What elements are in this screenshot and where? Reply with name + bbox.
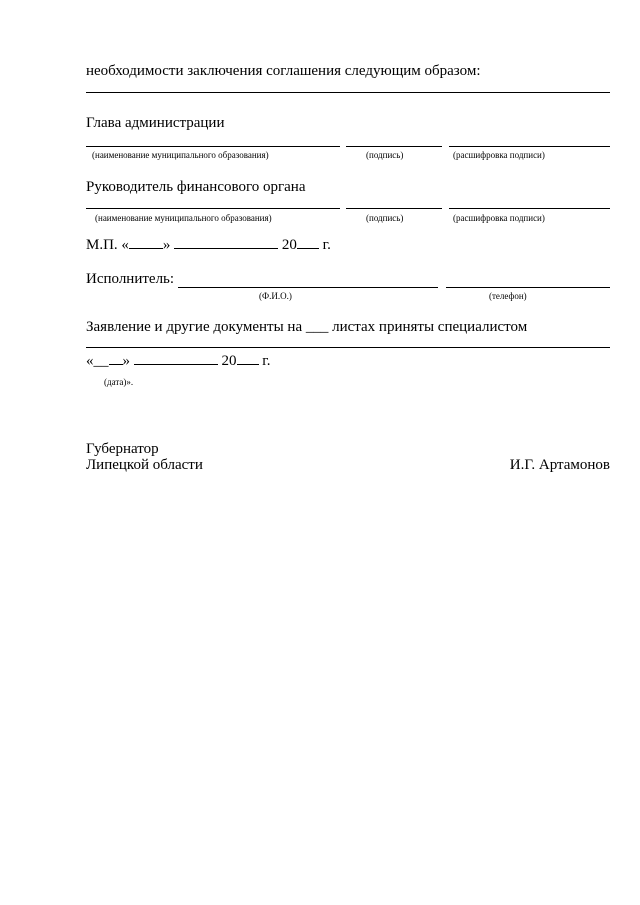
statement-date-close: » — [122, 353, 130, 369]
statement-month-blank — [134, 352, 218, 365]
executor-phone-caption: (телефон) — [489, 291, 527, 301]
head-finance-signature-caption: (подпись) — [366, 213, 404, 223]
statement-day-blank — [109, 352, 123, 365]
signature-position-line1: Губернатор — [86, 441, 159, 457]
head-finance-municipality-rule — [86, 208, 340, 209]
stamp-mp-label: М.П. — [86, 237, 118, 253]
executor-fio-rule — [178, 287, 438, 288]
head-admin-municipality-caption: (наименование муниципального образования) — [92, 150, 269, 160]
stamp-month-blank — [174, 236, 278, 249]
statement-text: Заявление и другие документы на ___ листах приняты специалистом — [86, 319, 528, 335]
stamp-quote-close: » — [162, 237, 171, 253]
statement-year-blank — [237, 352, 259, 365]
executor-label: Исполнитель: — [86, 271, 175, 287]
head-finance-municipality-caption: (наименование муниципального образования) — [95, 213, 272, 223]
stamp-year-blank — [297, 236, 319, 249]
signature-position-line2: Липецкой области — [86, 457, 203, 473]
stamp-year-prefix: 20 — [281, 237, 297, 253]
stamp-quote-open: « — [121, 237, 129, 253]
stamp-day-blank — [129, 236, 163, 249]
intro-rule — [86, 92, 610, 93]
head-admin-municipality-rule — [86, 146, 340, 147]
executor-phone-rule — [446, 287, 610, 288]
head-finance-signature-rule — [346, 208, 442, 209]
head-admin-signature-rule — [346, 146, 442, 147]
stamp-date-line — [86, 236, 610, 254]
head-admin-decoding-rule — [449, 146, 610, 147]
head-admin-decoding-caption: (расшифровка подписи) — [453, 150, 545, 160]
intro-text: необходимости заключения соглашения следующим образом: — [86, 63, 481, 79]
head-admin-title: Глава администрации — [86, 115, 225, 131]
executor-fio-caption: (Ф.И.О.) — [259, 291, 292, 301]
stamp-year-suffix: г. — [322, 237, 331, 253]
head-admin-signature-caption: (подпись) — [366, 150, 404, 160]
statement-date-caption: (дата)». — [104, 377, 134, 387]
head-finance-title: Руководитель финансового органа — [86, 179, 306, 195]
statement-date-open: «__ — [86, 353, 109, 369]
head-finance-decoding-caption: (расшифровка подписи) — [453, 213, 545, 223]
statement-year-prefix: 20 — [221, 353, 237, 369]
statement-rule — [86, 347, 610, 348]
signature-name: И.Г. Артамонов — [509, 457, 610, 473]
head-finance-decoding-rule — [449, 208, 610, 209]
statement-date-line — [86, 352, 610, 370]
statement-year-suffix: г. — [262, 353, 271, 369]
